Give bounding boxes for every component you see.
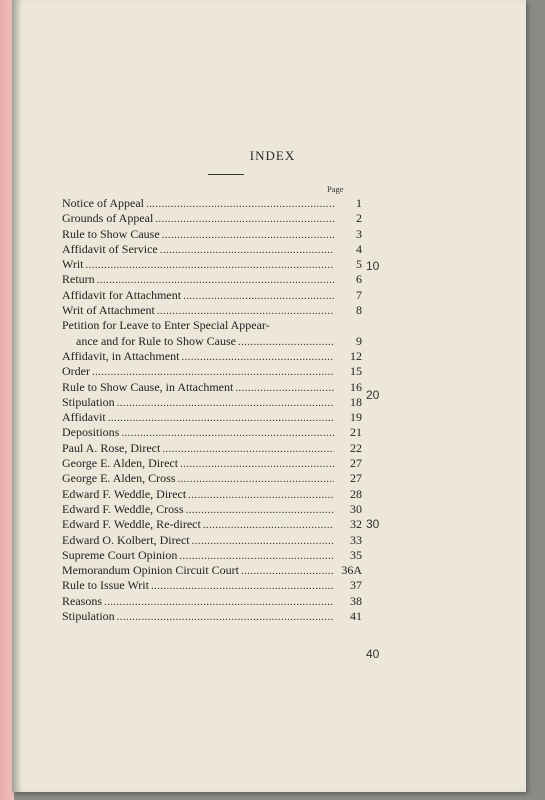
dot-leader <box>192 534 334 549</box>
index-entry <box>62 395 362 410</box>
entry-label: Depositions <box>62 425 120 440</box>
entry-label: Rule to Show Cause <box>62 226 160 241</box>
dot-leader <box>117 610 334 625</box>
entry-label: Rule to Show Cause, in Attachment <box>62 379 234 394</box>
entry-page: 27 <box>350 471 362 486</box>
entry-page: 22 <box>350 440 362 455</box>
entry-label: Affidavit for Attachment <box>62 287 182 302</box>
index-entry <box>62 609 362 624</box>
entry-label: George E. Alden, Cross <box>62 471 176 486</box>
dot-leader <box>160 243 334 258</box>
entry-label: Petition for Leave to Enter Special Appear- <box>62 318 270 333</box>
entry-label: Grounds of Appeal <box>62 211 154 226</box>
dot-leader <box>97 273 334 288</box>
entry-label: Memorandum Opinion Circuit Court <box>62 563 239 578</box>
index-entry <box>62 380 362 395</box>
index-entry <box>62 425 362 440</box>
index-entry <box>62 456 362 471</box>
entry-page: 28 <box>350 486 362 501</box>
entry-page: 27 <box>350 456 362 471</box>
dot-leader <box>92 365 334 380</box>
page-column-header: Page <box>327 184 344 194</box>
index-entry <box>62 318 362 333</box>
entry-page: 5 <box>356 257 362 272</box>
line-number-marker: 10 <box>366 259 380 273</box>
dot-leader <box>186 503 334 518</box>
entry-label: Notice of Appeal <box>62 196 144 210</box>
dot-leader <box>180 457 334 472</box>
entry-page: 37 <box>350 578 362 593</box>
entry-page: 4 <box>356 241 362 256</box>
entry-page: 21 <box>350 425 362 440</box>
entry-label: Edward F. Weddle, Cross <box>62 501 184 516</box>
index-entry <box>62 563 362 578</box>
entry-label: Rule to Issue Writ <box>62 578 149 593</box>
entry-page: 36A <box>341 563 362 578</box>
index-entry <box>62 257 362 272</box>
dot-leader <box>117 396 334 411</box>
entry-page: 41 <box>350 609 362 624</box>
line-number-marker: 40 <box>366 647 380 661</box>
entry-page: 35 <box>350 547 362 562</box>
entry-page: 2 <box>356 211 362 226</box>
entry-page: 1 <box>356 196 362 210</box>
entry-page: 16 <box>350 379 362 394</box>
dot-leader <box>157 304 334 319</box>
entry-page: 19 <box>350 410 362 425</box>
index-entry <box>62 517 362 532</box>
entry-label: George E. Alden, Direct <box>62 456 179 471</box>
index-entry <box>62 272 362 287</box>
dot-leader <box>146 197 334 212</box>
dot-leader <box>181 350 334 365</box>
entry-page: 33 <box>350 532 362 547</box>
index-entry <box>62 441 362 456</box>
entry-label: ance and for Rule to Show Cause <box>76 333 236 348</box>
entry-label: Affidavit, in Attachment <box>62 348 180 363</box>
dot-leader <box>151 579 334 594</box>
entry-page: 8 <box>356 303 362 318</box>
index-entry <box>62 578 362 593</box>
entry-label: Paul A. Rose, Direct <box>62 440 161 455</box>
entry-page: 6 <box>356 272 362 287</box>
dot-leader <box>155 212 334 227</box>
dot-leader <box>235 381 334 396</box>
entry-page: 3 <box>356 226 362 241</box>
dot-leader <box>203 518 334 533</box>
index-entry <box>62 410 362 425</box>
entry-label: Return <box>62 272 95 287</box>
entry-page: 15 <box>350 364 362 379</box>
entry-label: Order <box>62 364 90 379</box>
dot-leader <box>241 564 334 579</box>
dot-leader <box>108 411 334 426</box>
dot-leader <box>162 228 334 243</box>
index-entry <box>62 242 362 257</box>
entry-page: 30 <box>350 501 362 516</box>
entry-label: Stipulation <box>62 609 115 624</box>
dot-leader <box>121 426 334 441</box>
entry-page: 18 <box>350 394 362 409</box>
dot-leader <box>86 258 334 273</box>
line-number-marker: 30 <box>366 517 380 531</box>
entry-page: 9 <box>356 333 362 348</box>
dot-leader <box>188 488 334 503</box>
index-entry <box>62 548 362 563</box>
line-number-marker: 20 <box>366 388 380 402</box>
dot-leader <box>238 335 334 350</box>
index-entry <box>62 288 362 303</box>
entry-label: Writ of Attachment <box>62 303 155 318</box>
page-title: INDEX <box>249 148 296 163</box>
entry-label: Edward O. Kolbert, Direct <box>62 532 190 547</box>
entry-label: Reasons <box>62 593 102 608</box>
entry-page: 12 <box>350 348 362 363</box>
index-entry <box>62 349 362 364</box>
entry-label: Supreme Court Opinion <box>62 547 178 562</box>
spine-shadow <box>12 0 22 792</box>
entry-page: 32 <box>350 517 362 532</box>
title-underline <box>208 174 244 175</box>
index-entry <box>62 487 362 502</box>
index-entry <box>62 211 362 226</box>
index-entry <box>62 533 362 548</box>
index-entry <box>62 334 362 349</box>
entry-label: Edward F. Weddle, Direct <box>62 486 187 501</box>
index-entry <box>62 364 362 379</box>
dot-leader <box>183 289 334 304</box>
dot-leader <box>162 442 334 457</box>
entry-page: 7 <box>356 287 362 302</box>
entry-label: Affidavit of Service <box>62 241 158 256</box>
index-entry <box>62 196 362 211</box>
entry-label: Affidavit <box>62 410 106 425</box>
dot-leader <box>179 549 334 564</box>
index-entry <box>62 502 362 517</box>
dot-leader <box>177 472 334 487</box>
entry-label: Edward F. Weddle, Re-direct <box>62 517 201 532</box>
dot-leader <box>104 595 334 610</box>
index-entry <box>62 303 362 318</box>
entry-label: Writ <box>62 257 84 272</box>
index-entry <box>62 594 362 609</box>
entry-page: 38 <box>350 593 362 608</box>
entry-label: Stipulation <box>62 394 115 409</box>
index-list <box>62 196 362 624</box>
index-entry <box>62 227 362 242</box>
index-entry <box>62 471 362 486</box>
